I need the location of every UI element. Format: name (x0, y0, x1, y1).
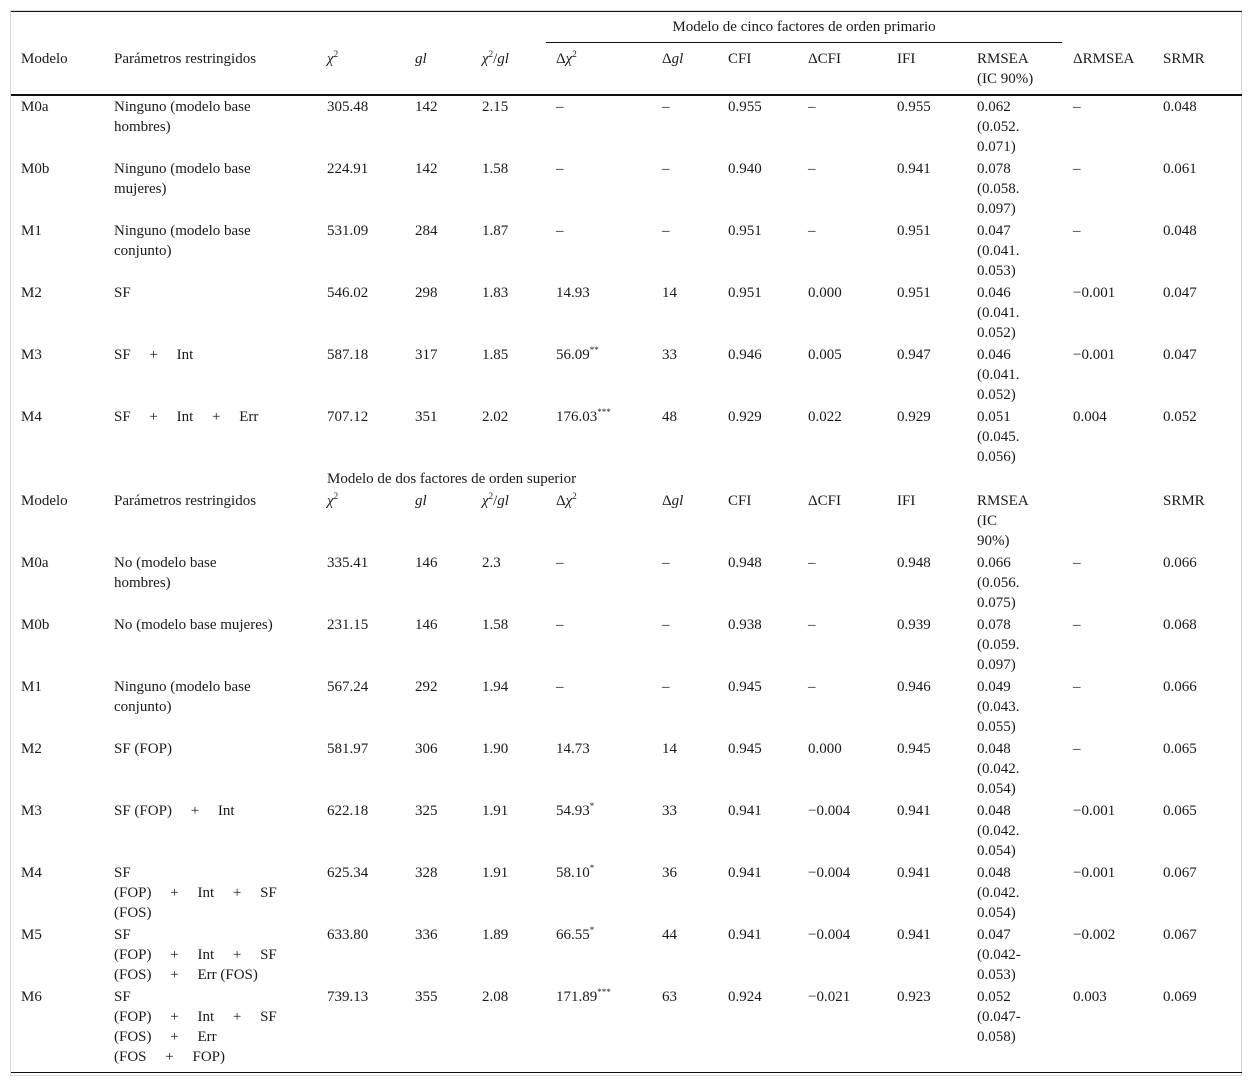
delta-chi2-value: 56.09 (556, 347, 590, 363)
row-rmsea-line: 0.052) (977, 387, 1016, 403)
row-rmsea-line: 0.046 (977, 347, 1011, 363)
row-delta-chi2 (556, 407, 611, 427)
row-delta-rmsea: – (1073, 741, 1081, 757)
row-ifi: 0.941 (897, 865, 931, 881)
row-ifi: 0.941 (897, 803, 931, 819)
row-gl: 306 (415, 741, 438, 757)
row-cfi: 0.938 (728, 617, 762, 633)
header-cfi: CFI (728, 51, 752, 67)
row-srmr: 0.066 (1163, 679, 1197, 695)
row-delta-gl: 48 (662, 409, 677, 425)
row-rmsea-line: 0.052) (977, 325, 1016, 341)
row-gl: 142 (415, 99, 438, 115)
row-ifi: 0.939 (897, 617, 931, 633)
row-chi2: 625.34 (327, 865, 369, 881)
row-delta-chi2 (556, 677, 564, 697)
row-params-line: (FOP) + Int + SF (114, 885, 277, 901)
row-delta-rmsea: – (1073, 679, 1081, 695)
top-rule (11, 11, 1242, 12)
header-rmsea-line: 90%) (977, 533, 1010, 549)
significance-marker: ** (589, 345, 599, 355)
row-chi2: 531.09 (327, 223, 369, 239)
row-rmsea-line: 0.047 (977, 927, 1011, 943)
row-params-line: No (modelo base (114, 555, 217, 571)
row-srmr: 0.067 (1163, 927, 1197, 943)
row-modelo: M0a (21, 99, 49, 115)
significance-marker: * (589, 801, 595, 811)
row-gl: 351 (415, 409, 438, 425)
row-ifi: 0.951 (897, 223, 931, 239)
row-delta-chi2 (556, 221, 564, 241)
header-delta-rmsea: ΔRMSEA (1073, 51, 1135, 67)
header-delta-cfi: ΔCFI (808, 493, 841, 509)
row-delta-gl: – (662, 161, 670, 177)
row-cfi: 0.955 (728, 99, 762, 115)
row-ifi: 0.946 (897, 679, 931, 695)
row-chi2: 581.97 (327, 741, 369, 757)
row-modelo: M2 (21, 741, 42, 757)
row-cfi: 0.941 (728, 803, 762, 819)
row-params-line: SF + Int + Err (114, 409, 259, 425)
row-delta-cfi: −0.004 (808, 865, 851, 881)
row-modelo: M1 (21, 223, 42, 239)
row-chi2: 546.02 (327, 285, 369, 301)
header-modelo: Modelo (21, 493, 68, 509)
row-rmsea-line: 0.051 (977, 409, 1011, 425)
header-chi2: $\chi^2$ (327, 491, 339, 509)
row-srmr: 0.052 (1163, 409, 1197, 425)
row-gl: 336 (415, 927, 438, 943)
row-gl: 355 (415, 989, 438, 1005)
row-modelo: M1 (21, 679, 42, 695)
header-rmsea-line: (IC (977, 513, 997, 529)
row-delta-chi2 (556, 97, 564, 117)
header-srmr: SRMR (1163, 51, 1205, 67)
delta-chi2-value: 176.03 (556, 409, 598, 425)
header-rmsea-ci: (IC 90%) (977, 71, 1034, 87)
row-params-line: SF (FOP) + Int (114, 803, 235, 819)
row-params-line: Ninguno (modelo base (114, 223, 251, 239)
row-delta-chi2 (556, 739, 590, 759)
row-delta-gl: – (662, 679, 670, 695)
row-delta-cfi: – (808, 161, 816, 177)
row-delta-rmsea: −0.002 (1073, 927, 1116, 943)
row-rmsea-line: 0.075) (977, 595, 1016, 611)
significance-marker: * (589, 863, 595, 873)
row-rmsea-line: (0.042. (977, 761, 1020, 777)
row-chi2: 231.15 (327, 617, 369, 633)
row-delta-gl: 14 (662, 285, 677, 301)
header-ifi: IFI (897, 51, 916, 67)
row-srmr: 0.047 (1163, 285, 1197, 301)
row-srmr: 0.065 (1163, 741, 1197, 757)
row-delta-chi2 (556, 345, 599, 365)
row-chi2-gl: 1.83 (482, 285, 509, 301)
row-modelo: M4 (21, 865, 42, 881)
row-rmsea-line: 0.052 (977, 989, 1011, 1005)
row-delta-gl: 14 (662, 741, 677, 757)
row-srmr: 0.047 (1163, 347, 1197, 363)
row-rmsea-line: (0.043. (977, 699, 1020, 715)
row-gl: 142 (415, 161, 438, 177)
row-rmsea-line: 0.046 (977, 285, 1011, 301)
row-delta-rmsea: −0.001 (1073, 285, 1116, 301)
row-params-line: (FOS) (114, 905, 152, 921)
row-delta-cfi: 0.000 (808, 285, 842, 301)
row-rmsea-line: 0.054) (977, 843, 1016, 859)
row-rmsea-line: (0.042. (977, 885, 1020, 901)
significance-marker: * (589, 925, 595, 935)
row-rmsea-line: 0.054) (977, 905, 1016, 921)
row-params-line: (FOS) + Err (114, 1029, 217, 1045)
row-rmsea-line: 0.047 (977, 223, 1011, 239)
row-modelo: M3 (21, 803, 42, 819)
row-delta-cfi: – (808, 617, 816, 633)
row-chi2-gl: 2.3 (482, 555, 501, 571)
row-cfi: 0.951 (728, 285, 762, 301)
row-delta-gl: – (662, 555, 670, 571)
delta-chi2-value: 14.93 (556, 285, 590, 301)
row-rmsea-line: (0.041. (977, 305, 1020, 321)
row-delta-rmsea: −0.001 (1073, 865, 1116, 881)
row-delta-cfi: – (808, 223, 816, 239)
row-params-line: Ninguno (modelo base (114, 99, 251, 115)
header-gl: gl (415, 493, 427, 509)
row-params-line: (FOP) + Int + SF (114, 1009, 277, 1025)
row-rmsea-line: 0.053) (977, 967, 1016, 983)
header-rmsea-line: RMSEA (977, 493, 1029, 509)
row-modelo: M0b (21, 617, 50, 633)
delta-chi2-value: 58.10 (556, 865, 590, 881)
header-delta-chi2: $\Delta\chi^2$ (556, 49, 577, 67)
row-rmsea-line: (0.042. (977, 823, 1020, 839)
row-params-line: SF (114, 865, 131, 881)
header-gl: gl (415, 51, 427, 67)
header-delta-cfi: ΔCFI (808, 51, 841, 67)
row-delta-rmsea: – (1073, 555, 1081, 571)
row-params-line: conjunto) (114, 699, 172, 715)
delta-chi2-value: – (556, 161, 564, 177)
delta-chi2-value: – (556, 617, 564, 633)
header-group-rule (546, 42, 1062, 43)
row-srmr: 0.061 (1163, 161, 1197, 177)
row-params-line: Ninguno (modelo base (114, 679, 251, 695)
row-gl: 298 (415, 285, 438, 301)
row-rmsea-line: 0.066 (977, 555, 1011, 571)
row-chi2-gl: 1.90 (482, 741, 509, 757)
header-rmsea: RMSEA (977, 51, 1029, 67)
row-delta-cfi: −0.004 (808, 803, 851, 819)
row-params-line: mujeres) (114, 181, 167, 197)
row-srmr: 0.048 (1163, 99, 1197, 115)
row-delta-cfi: – (808, 99, 816, 115)
row-delta-rmsea: – (1073, 161, 1081, 177)
row-delta-cfi: −0.004 (808, 927, 851, 943)
row-chi2: 707.12 (327, 409, 369, 425)
row-delta-gl: 63 (662, 989, 677, 1005)
row-gl: 328 (415, 865, 438, 881)
row-delta-chi2 (556, 925, 594, 945)
row-delta-chi2 (556, 159, 564, 179)
header-ifi: IFI (897, 493, 916, 509)
row-delta-rmsea: – (1073, 99, 1081, 115)
row-cfi: 0.945 (728, 679, 762, 695)
row-delta-gl: – (662, 223, 670, 239)
section1-title: Modelo de cinco factores de orden primario (672, 19, 936, 35)
row-gl: 317 (415, 347, 438, 363)
row-gl: 325 (415, 803, 438, 819)
row-chi2-gl: 2.15 (482, 99, 509, 115)
row-cfi: 0.924 (728, 989, 762, 1005)
row-srmr: 0.066 (1163, 555, 1197, 571)
row-delta-chi2 (556, 553, 564, 573)
row-rmsea-line: 0.058) (977, 1029, 1016, 1045)
row-rmsea-line: (0.056. (977, 575, 1020, 591)
row-rmsea-line: (0.052. (977, 119, 1020, 135)
delta-chi2-value: – (556, 99, 564, 115)
header-params: Parámetros restringidos (114, 51, 257, 67)
header-chi2-gl: $\chi^2/gl$ (482, 49, 509, 67)
row-chi2: 633.80 (327, 927, 369, 943)
header-cfi: CFI (728, 493, 752, 509)
row-gl: 292 (415, 679, 438, 695)
row-params-line: (FOP) + Int + SF (114, 947, 277, 963)
row-cfi: 0.946 (728, 347, 762, 363)
row-chi2: 587.18 (327, 347, 369, 363)
row-rmsea-line: (0.041. (977, 367, 1020, 383)
row-chi2-gl: 1.91 (482, 865, 509, 881)
row-rmsea-line: (0.059. (977, 637, 1020, 653)
row-modelo: M2 (21, 285, 42, 301)
header-delta-gl: Δgl (662, 51, 684, 67)
header-modelo: Modelo (21, 51, 68, 67)
row-srmr: 0.065 (1163, 803, 1197, 819)
row-gl: 146 (415, 555, 438, 571)
row-rmsea-line: 0.097) (977, 657, 1016, 673)
row-params-line: conjunto) (114, 243, 172, 259)
row-rmsea-line: 0.049 (977, 679, 1011, 695)
row-params-line: No (modelo base mujeres) (114, 617, 273, 633)
header-bottom-rule (11, 94, 1242, 96)
row-ifi: 0.929 (897, 409, 931, 425)
row-modelo: M0a (21, 555, 49, 571)
row-delta-cfi: – (808, 679, 816, 695)
row-delta-gl: – (662, 617, 670, 633)
row-ifi: 0.947 (897, 347, 931, 363)
row-params-line: hombres) (114, 119, 171, 135)
row-cfi: 0.945 (728, 741, 762, 757)
row-delta-cfi: – (808, 555, 816, 571)
row-rmsea-line: (0.041. (977, 243, 1020, 259)
significance-marker: *** (597, 407, 611, 417)
row-params-line: (FOS + FOP) (114, 1049, 225, 1065)
row-rmsea-line: 0.062 (977, 99, 1011, 115)
row-ifi: 0.941 (897, 161, 931, 177)
row-rmsea-line: 0.055) (977, 719, 1016, 735)
row-delta-rmsea: −0.001 (1073, 347, 1116, 363)
row-delta-chi2 (556, 283, 590, 303)
row-params-line: SF + Int (114, 347, 194, 363)
row-ifi: 0.955 (897, 99, 931, 115)
row-ifi: 0.923 (897, 989, 931, 1005)
delta-chi2-value: 171.89 (556, 989, 598, 1005)
row-params-line: (FOS) + Err (FOS) (114, 967, 258, 983)
row-delta-chi2 (556, 801, 594, 821)
row-chi2-gl: 1.87 (482, 223, 509, 239)
row-rmsea-line: 0.053) (977, 263, 1016, 279)
row-gl: 284 (415, 223, 438, 239)
row-chi2-gl: 2.02 (482, 409, 509, 425)
header-delta-gl: Δgl (662, 493, 684, 509)
row-delta-gl: 44 (662, 927, 677, 943)
row-ifi: 0.948 (897, 555, 931, 571)
row-params-line: hombres) (114, 575, 171, 591)
delta-chi2-value: 66.55 (556, 927, 590, 943)
row-rmsea-line: 0.078 (977, 161, 1011, 177)
row-ifi: 0.941 (897, 927, 931, 943)
row-cfi: 0.948 (728, 555, 762, 571)
row-srmr: 0.069 (1163, 989, 1197, 1005)
row-delta-rmsea: 0.003 (1073, 989, 1107, 1005)
row-chi2: 567.24 (327, 679, 369, 695)
row-modelo: M3 (21, 347, 42, 363)
row-delta-cfi: 0.022 (808, 409, 842, 425)
row-chi2: 305.48 (327, 99, 369, 115)
section2-title: Modelo de dos factores de orden superior (327, 471, 577, 487)
bottom-rule (11, 1072, 1242, 1073)
row-delta-gl: 33 (662, 803, 677, 819)
row-modelo: M4 (21, 409, 42, 425)
row-gl: 146 (415, 617, 438, 633)
header-chi2: $\chi^2$ (327, 49, 339, 67)
row-chi2-gl: 1.94 (482, 679, 509, 695)
row-params-line: Ninguno (modelo base (114, 161, 251, 177)
delta-chi2-value: – (556, 555, 564, 571)
row-chi2-gl: 1.91 (482, 803, 509, 819)
row-chi2: 739.13 (327, 989, 369, 1005)
row-chi2: 224.91 (327, 161, 369, 177)
row-rmsea-line: (0.042- (977, 947, 1021, 963)
delta-chi2-value: 14.73 (556, 741, 590, 757)
row-chi2: 622.18 (327, 803, 369, 819)
row-rmsea-line: 0.056) (977, 449, 1016, 465)
row-chi2-gl: 1.85 (482, 347, 509, 363)
header-params: Parámetros restringidos (114, 493, 257, 509)
row-delta-rmsea: – (1073, 223, 1081, 239)
row-srmr: 0.068 (1163, 617, 1197, 633)
delta-chi2-value: 54.93 (556, 803, 590, 819)
row-srmr: 0.048 (1163, 223, 1197, 239)
row-rmsea-line: 0.048 (977, 865, 1011, 881)
header-chi2-gl: $\chi^2/gl$ (482, 491, 509, 509)
row-rmsea-line: 0.078 (977, 617, 1011, 633)
significance-marker: *** (597, 987, 611, 997)
delta-chi2-value: – (556, 679, 564, 695)
row-delta-gl: 36 (662, 865, 677, 881)
row-delta-chi2 (556, 863, 594, 883)
header-delta-chi2: $\Delta\chi^2$ (556, 491, 577, 509)
row-chi2-gl: 1.58 (482, 617, 509, 633)
row-rmsea-line: 0.048 (977, 741, 1011, 757)
row-cfi: 0.941 (728, 927, 762, 943)
row-params-line: SF (114, 285, 131, 301)
row-params-line: SF (114, 927, 131, 943)
row-params-line: SF (FOP) (114, 741, 172, 757)
row-delta-chi2 (556, 987, 611, 1007)
row-rmsea-line: (0.058. (977, 181, 1020, 197)
row-cfi: 0.951 (728, 223, 762, 239)
row-chi2-gl: 1.89 (482, 927, 509, 943)
row-modelo: M5 (21, 927, 42, 943)
row-delta-rmsea: −0.001 (1073, 803, 1116, 819)
row-delta-cfi: −0.021 (808, 989, 851, 1005)
row-ifi: 0.945 (897, 741, 931, 757)
row-chi2-gl: 2.08 (482, 989, 509, 1005)
row-delta-cfi: 0.000 (808, 741, 842, 757)
row-delta-cfi: 0.005 (808, 347, 842, 363)
row-cfi: 0.940 (728, 161, 762, 177)
header-srmr: SRMR (1163, 493, 1205, 509)
row-rmsea-line: (0.047- (977, 1009, 1021, 1025)
row-params-line: SF (114, 989, 131, 1005)
row-rmsea-line: 0.097) (977, 201, 1016, 217)
row-rmsea-line: (0.045. (977, 429, 1020, 445)
row-chi2: 335.41 (327, 555, 369, 571)
row-srmr: 0.067 (1163, 865, 1197, 881)
row-rmsea-line: 0.048 (977, 803, 1011, 819)
row-rmsea-line: 0.071) (977, 139, 1016, 155)
row-delta-gl: – (662, 99, 670, 115)
row-cfi: 0.929 (728, 409, 762, 425)
row-rmsea-line: 0.054) (977, 781, 1016, 797)
delta-chi2-value: – (556, 223, 564, 239)
row-delta-gl: 33 (662, 347, 677, 363)
row-modelo: M0b (21, 161, 50, 177)
row-delta-rmsea: 0.004 (1073, 409, 1107, 425)
row-ifi: 0.951 (897, 285, 931, 301)
row-delta-rmsea: – (1073, 617, 1081, 633)
row-chi2-gl: 1.58 (482, 161, 509, 177)
row-delta-chi2 (556, 615, 564, 635)
row-cfi: 0.941 (728, 865, 762, 881)
row-modelo: M6 (21, 989, 42, 1005)
